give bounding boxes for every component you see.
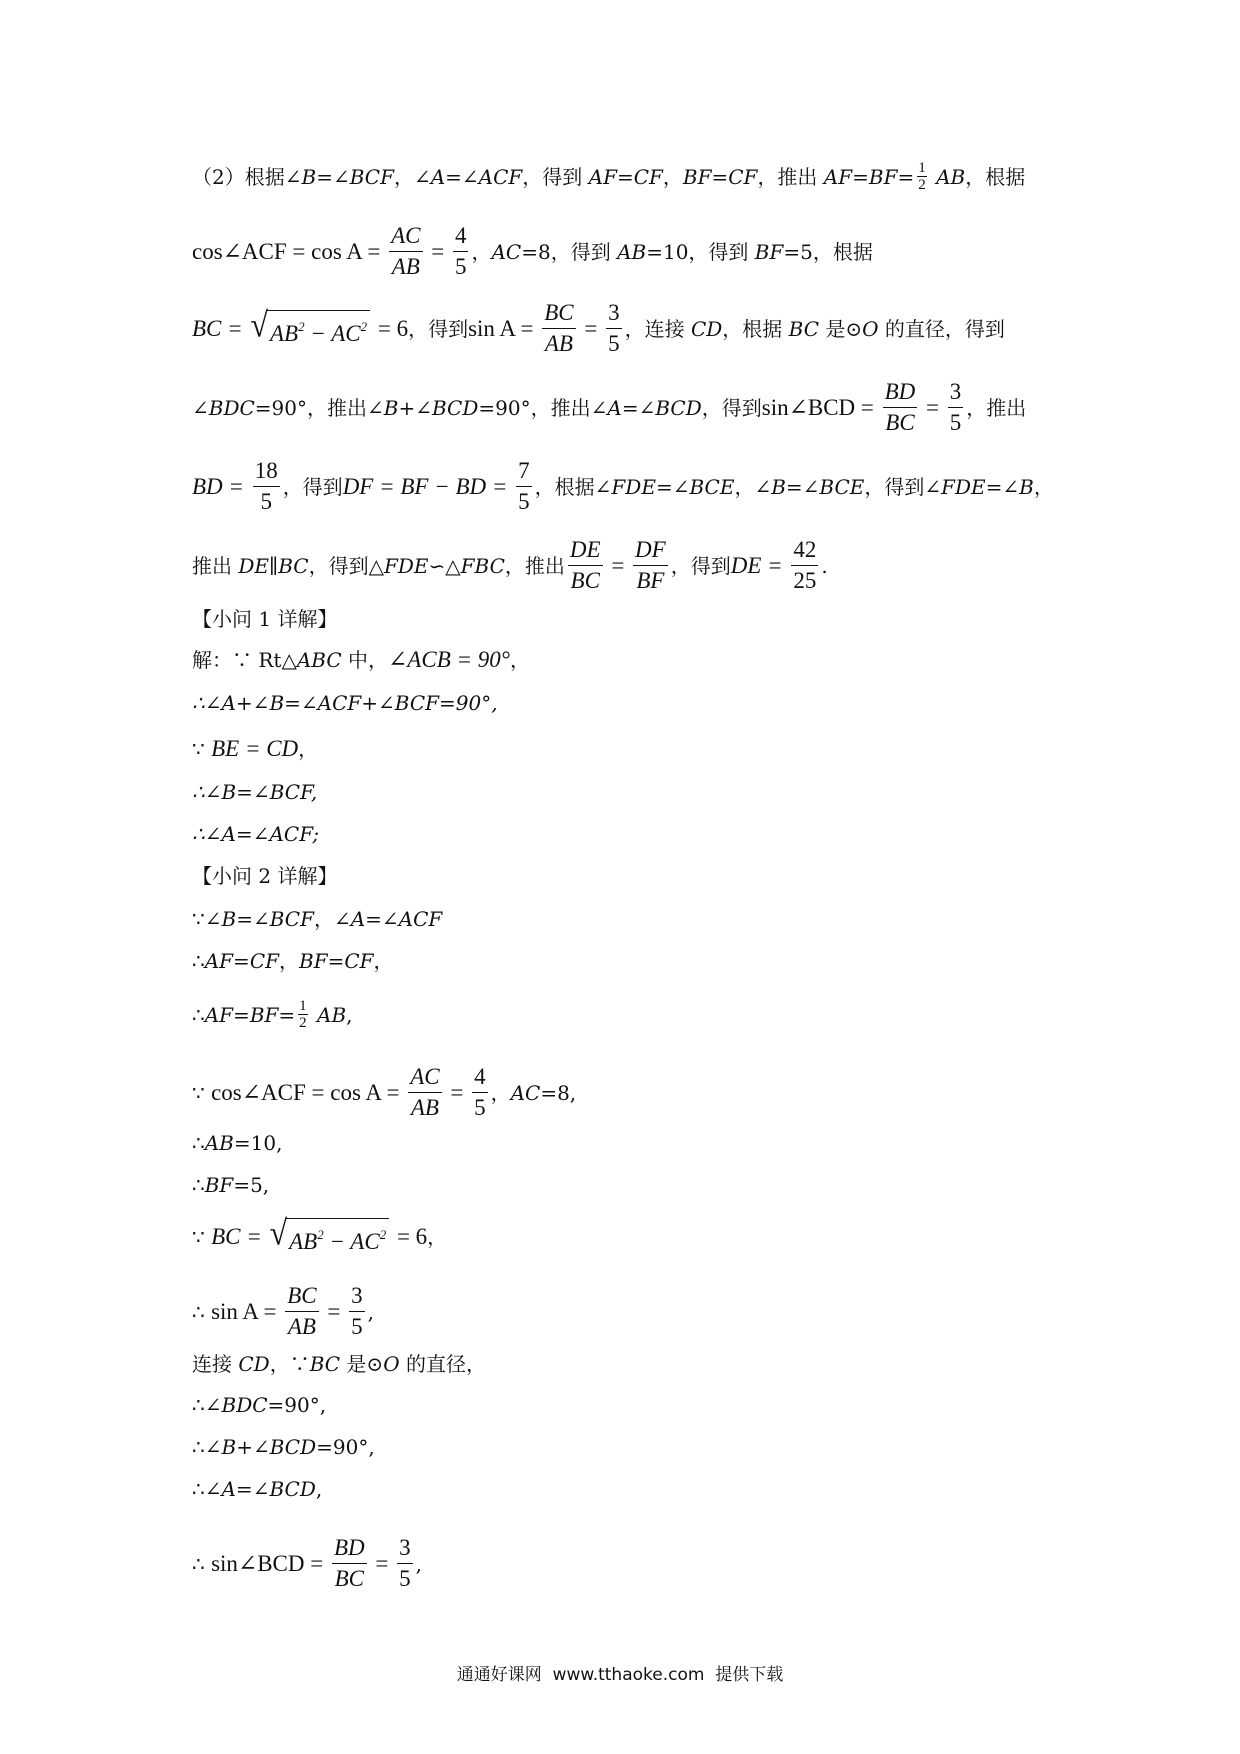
fraction-denominator: 25: [793, 568, 817, 593]
equals: =: [920, 394, 945, 420]
text: ，: [1033, 474, 1054, 499]
fraction-denominator: 5: [454, 254, 467, 279]
fraction-denominator: BC: [334, 1566, 364, 1591]
section-heading: 【小问 1 详解】: [192, 607, 338, 631]
text: =8，得到: [521, 239, 618, 264]
text: ，得到: [670, 553, 731, 578]
text: =8,: [540, 1080, 577, 1105]
text: =90°,: [316, 1435, 375, 1459]
text: ，: [313, 907, 334, 931]
fraction-denominator: 2: [918, 177, 926, 193]
math-angle-eq: ∠B=∠BCF: [204, 907, 314, 931]
fraction-denominator: AB: [544, 331, 573, 356]
text: ∴: [192, 1393, 205, 1417]
text: ∴: [192, 1002, 205, 1027]
summary-line-5: [192, 456, 1054, 517]
fraction-denominator: 5: [351, 1314, 363, 1339]
part2-step-6: [192, 1172, 269, 1198]
equals: =: [444, 1079, 470, 1105]
math-eq: AF=CF: [588, 164, 663, 189]
math-angle: ∠B+∠BCD: [204, 1435, 317, 1459]
fraction: [349, 1281, 365, 1342]
math-var: AB: [617, 239, 647, 264]
math-step: ∴∠A=∠ACF;: [192, 822, 320, 846]
fraction: [948, 377, 964, 438]
fraction: [516, 456, 532, 517]
fraction-denominator: 5: [518, 489, 530, 514]
text: =90°,: [267, 1393, 327, 1417]
fraction-numerator: DE: [568, 535, 603, 566]
text: ，根据: [722, 316, 789, 341]
square-root: [250, 304, 370, 348]
text: ，: [373, 949, 394, 973]
math-step: ∴∠A+∠B=∠ACF+∠BCF=90°,: [192, 691, 498, 715]
part1-step-2: [192, 690, 498, 716]
fraction-denominator: 5: [399, 1566, 411, 1591]
fraction: [332, 1533, 367, 1594]
fraction: [568, 535, 603, 596]
text: =10，得到: [646, 239, 755, 264]
part2-step-12: [192, 1476, 322, 1502]
math-eq: BF=CF: [299, 949, 374, 973]
text: ，得到: [408, 316, 469, 341]
text: =90°，推出: [254, 395, 368, 420]
text: ，根据: [965, 164, 1026, 189]
fraction-numerator: 4: [453, 221, 469, 252]
math-sin: sin∠BCD =: [761, 394, 880, 420]
fraction-numerator: 3: [397, 1533, 413, 1564]
math-angle: ∠BDC: [204, 1393, 268, 1417]
fraction-numerator: 18: [253, 456, 280, 487]
fraction: [883, 377, 918, 438]
summary-line-2: [192, 221, 873, 282]
part2-step-8: [192, 1281, 374, 1342]
math-var: BF: [204, 1173, 234, 1197]
text: ，: [471, 239, 492, 264]
math-eq: BE = CD: [211, 736, 299, 761]
math-angle-eq: ∠A=∠BCD: [204, 1477, 316, 1501]
text: ，连接: [624, 316, 691, 341]
fraction-half: [298, 998, 308, 1031]
equals: =: [578, 315, 604, 341]
text: ，: [298, 737, 319, 761]
text: ,: [415, 1551, 422, 1576]
text: ，: [662, 164, 683, 189]
fraction: [453, 221, 469, 282]
text: ，得到: [864, 474, 925, 499]
fraction-numerator: 3: [349, 1281, 365, 1312]
math-eq: BF=CF: [682, 164, 758, 189]
part2-step-5: [192, 1130, 282, 1156]
text: ，得到: [701, 395, 762, 420]
text: ∴: [192, 1299, 212, 1324]
fraction-numerator: 7: [516, 456, 532, 487]
math-var: AC: [491, 239, 522, 264]
fraction-denominator: 5: [474, 1095, 486, 1120]
part2-step-1: [192, 906, 442, 932]
part2-step-4: [192, 1062, 576, 1123]
fraction-denominator: BF: [636, 568, 665, 593]
part2-step-10: [192, 1392, 326, 1418]
text: 的直径，: [399, 1352, 486, 1376]
text: ，得到: [522, 164, 589, 189]
math-result: = 6: [391, 1224, 428, 1249]
equals: =: [369, 1550, 395, 1576]
text: ，: [490, 1080, 511, 1105]
fraction-denominator: 2: [299, 1015, 307, 1031]
fraction: [542, 298, 575, 359]
part1-step-1: [192, 647, 530, 673]
fraction-numerator: 42: [791, 535, 818, 566]
fraction-numerator: BC: [542, 298, 575, 329]
text: ，: [279, 949, 299, 973]
part2-step-3: [192, 998, 353, 1031]
fraction: [791, 535, 818, 596]
radical-sign: √: [269, 1212, 288, 1253]
math-var: CD: [690, 316, 723, 341]
math-cos: cos∠ACF = cos A =: [211, 1079, 406, 1105]
math-sin: sin A =: [211, 1298, 283, 1324]
math-parallel: DE∥BC: [238, 553, 309, 578]
math-var: BD =: [192, 473, 250, 499]
fraction-numerator: 3: [606, 298, 622, 329]
math-var: AB: [929, 164, 966, 189]
math-var: BF: [754, 239, 784, 264]
fraction-denominator: BC: [885, 410, 915, 435]
text: ，: [427, 1225, 448, 1249]
text: ，得到: [308, 553, 369, 578]
text: 是⊙: [340, 1352, 384, 1376]
text: ,: [346, 1002, 353, 1027]
summary-line-4: [192, 377, 1026, 438]
math-angle-eq: ∠FDE=∠B: [924, 474, 1034, 499]
text: 推出: [192, 553, 239, 578]
part2-step-7: [192, 1212, 448, 1256]
text: ，: [393, 164, 414, 189]
fraction: [397, 1533, 413, 1594]
text: 的直径，得到: [878, 316, 1005, 341]
text: ，: [509, 648, 530, 672]
text: ，: [734, 474, 755, 499]
part1-heading: [192, 606, 337, 632]
fraction-denominator: AB: [391, 254, 420, 279]
math-expression: DF = BF − BD =: [342, 473, 514, 499]
part2-step-13: [192, 1533, 422, 1594]
fraction: [285, 1281, 318, 1342]
math-result: = 6: [372, 315, 409, 341]
fraction-numerator: 4: [472, 1062, 488, 1093]
math-var: AB: [310, 1002, 347, 1027]
summary-line-6: [192, 535, 828, 596]
math-angle: ∠BDC: [192, 395, 255, 420]
text: =5,: [233, 1173, 270, 1197]
radicand: $AB^2 - AC^2$: [267, 310, 370, 348]
text: 中，: [341, 648, 389, 672]
math-angle: ∠B+∠BCD: [367, 395, 479, 420]
text: ,: [367, 1299, 374, 1324]
fraction-numerator: BD: [332, 1533, 367, 1564]
fraction-numerator: AC: [408, 1062, 441, 1093]
text: 连接: [192, 1352, 239, 1376]
part1-step-3: [192, 736, 318, 762]
text: =90°，推出: [478, 395, 591, 420]
text: （2）根据: [192, 164, 285, 189]
fraction: [472, 1062, 488, 1123]
math-angle-eq: ∠A=∠ACF: [413, 164, 523, 189]
part2-step-2: [192, 948, 394, 974]
equals: =: [605, 552, 631, 578]
fraction-half: [917, 160, 927, 193]
text: ∵: [192, 737, 212, 761]
fraction-numerator: 1: [918, 160, 926, 176]
text: ∵: [192, 1080, 212, 1105]
text: ∴: [192, 1173, 205, 1197]
text: ,: [315, 1477, 323, 1501]
math-cos: cos∠ACF = cos A =: [192, 238, 387, 264]
text: ，得到: [282, 474, 343, 499]
text: ，推出: [966, 395, 1027, 420]
math-angle-eq: ∠A=∠ACF: [333, 907, 443, 931]
text: =5，根据: [783, 239, 873, 264]
text: ，推出: [757, 164, 824, 189]
fraction-numerator: 1: [299, 998, 307, 1014]
fraction-denominator: AB: [410, 1095, 439, 1120]
radicand: $AB^2 - AC^2$: [286, 1218, 389, 1256]
fraction-denominator: 5: [949, 410, 962, 435]
part2-step-11: [192, 1434, 375, 1460]
text: ∵: [192, 1225, 212, 1249]
summary-line-3: [192, 298, 1005, 359]
text: ∴: [192, 1477, 205, 1501]
fraction: [408, 1062, 441, 1123]
text: ∴: [192, 1131, 205, 1155]
text: ∴: [192, 1435, 205, 1459]
part2-step-9: [192, 1351, 486, 1377]
part1-step-5: [192, 821, 319, 847]
math-angle-eq: ∠ACB = 90°: [388, 647, 510, 672]
math-var: CD: [238, 1352, 270, 1376]
math-angle-eq: ∠B=∠BCF: [284, 164, 394, 189]
fraction: [389, 221, 422, 282]
math-eq: AF=CF: [204, 949, 279, 973]
math-var: BC: [309, 1352, 341, 1376]
math-angle-eq: ∠B=∠BCE: [754, 474, 865, 499]
fraction-denominator: 5: [260, 489, 272, 514]
fraction-numerator: BC: [285, 1281, 318, 1312]
math-eq: AF=BF=: [204, 1002, 296, 1027]
fraction: [253, 456, 280, 517]
math-eq: AF=BF=: [823, 164, 915, 189]
text: =10,: [233, 1131, 283, 1155]
text: ∴: [192, 1551, 212, 1576]
text: ∴: [192, 949, 205, 973]
equals: =: [321, 1298, 347, 1324]
fraction-numerator: AC: [389, 221, 422, 252]
equals: =: [425, 238, 450, 264]
fraction-denominator: AB: [287, 1314, 316, 1339]
fraction-numerator: BD: [883, 377, 918, 408]
text: ，推出: [504, 553, 565, 578]
math-var: ABC: [296, 648, 342, 672]
math-step: ∴∠B=∠BCF,: [192, 780, 318, 804]
math-var: O: [862, 316, 879, 341]
math-sin: sin A =: [468, 315, 540, 341]
math-var: BC: [788, 316, 820, 341]
fraction-numerator: DF: [633, 535, 668, 566]
summary-line-1: [192, 160, 1025, 193]
part2-heading: [192, 863, 337, 889]
fraction-numerator: 3: [948, 377, 964, 408]
math-similar: △FDE∽△FBC: [368, 553, 505, 578]
math-angle: ∠A=∠BCD: [590, 395, 702, 420]
math-var: DE =: [730, 552, 789, 578]
math-sin: sin∠BCD =: [211, 1550, 329, 1576]
math-var: BC =: [192, 315, 249, 341]
page-footer: 通通好课网 www.tthaoke.com 提供下载: [456, 1665, 784, 1685]
part1-step-4: [192, 779, 317, 805]
math-angle-eq: ∠FDE=∠BCE: [594, 474, 735, 499]
fraction: [606, 298, 622, 359]
math-var: AC: [510, 1080, 541, 1105]
text: 是⊙: [819, 316, 863, 341]
radical-sign: √: [250, 304, 268, 344]
text: .: [821, 553, 828, 578]
text: ∵: [192, 907, 205, 931]
square-root: [269, 1212, 390, 1256]
fraction: [633, 535, 668, 596]
math-var: AB: [204, 1131, 234, 1155]
text: ，根据: [534, 474, 595, 499]
text: 解：∵ Rt△: [192, 648, 297, 672]
fraction-denominator: 5: [608, 331, 620, 356]
fraction-denominator: BC: [570, 568, 600, 593]
math-var: O: [383, 1352, 400, 1376]
math-var: BC =: [211, 1224, 268, 1249]
section-heading: 【小问 2 详解】: [192, 864, 338, 888]
text: ，∵: [269, 1352, 310, 1376]
